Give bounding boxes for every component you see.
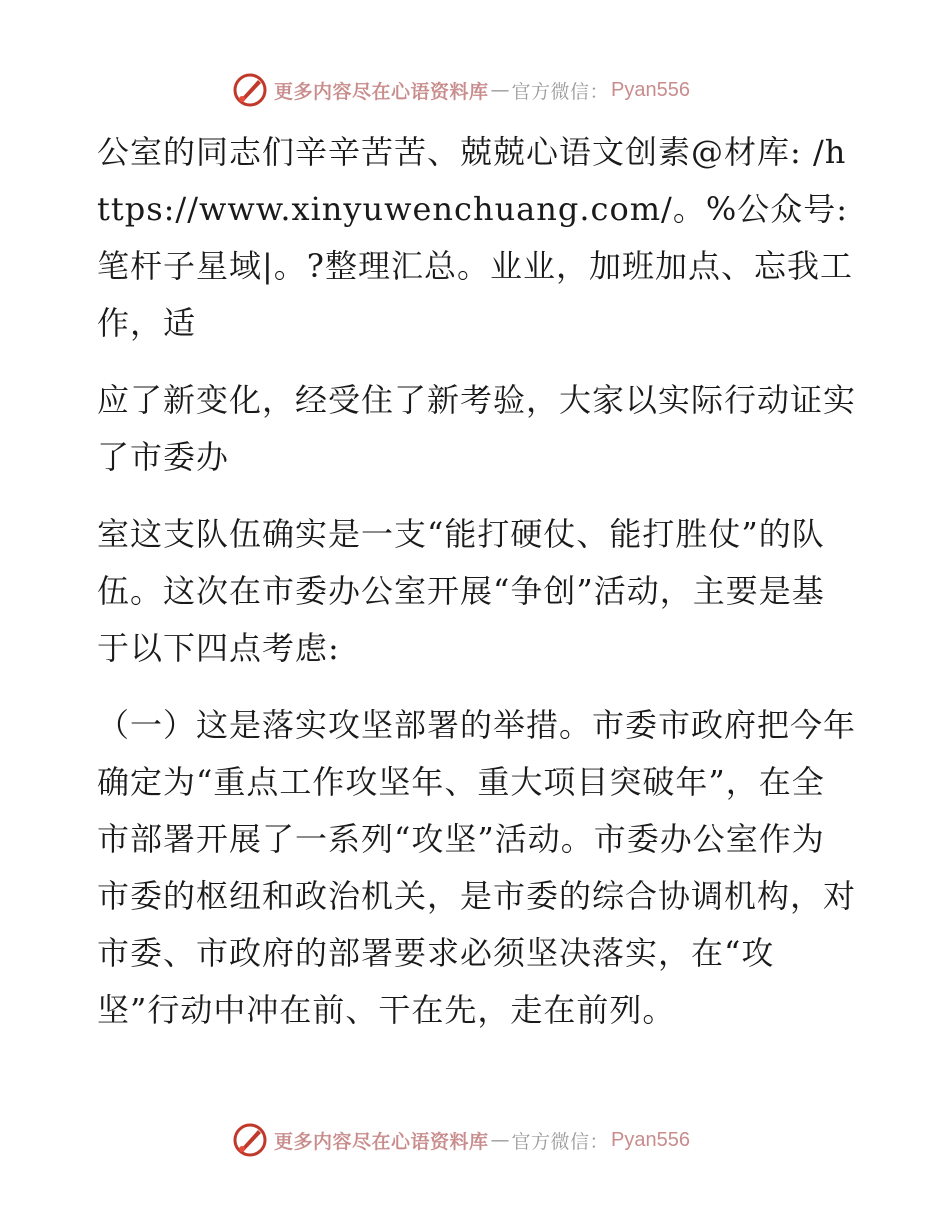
watermark-wechat-label: 官方微信： [511,80,610,103]
watermark-dash: — [490,79,510,101]
watermark-wechat-id: Pyan556 [611,78,690,101]
paragraph-2: 应了新变化，经受住了新考验，大家以实际行动证实了市委办 [97,381,857,476]
quill-pen-logo-icon [232,1122,268,1158]
header-watermark [232,70,690,110]
watermark-wechat-label: 官方微信： [511,1130,610,1153]
watermark-dash: — [490,1129,510,1151]
watermark-text: 更多内容尽在心语资料库 [274,80,489,103]
paragraph-4: （一）这是落实攻坚部署的举措。市委市政府把今年确定为“重点工作攻坚年、重大项目突破年”，在全市部署开展了一系列“攻坚”活动。市委办公室作为市委的枢纽和政治机关，是市委的综合协调机构，对市委、市政府的部署要求必须坚决落实，在“攻坚”行动中冲在前、干在先，走在前列。 [97,706,857,1029]
document-body [97,124,857,1059]
paragraph-1: 公室的同志们辛辛苦苦、兢兢心语文创素@材库: /https://www.xinyuwenchuang.com/。%公众号: 笔杆子星域|。?整理汇总。业业，加班加点、忘我工作，适 [97,133,853,342]
watermark-wechat-id: Pyan556 [611,1128,690,1151]
paragraph-3: 室这支队伍确实是一支“能打硬仗、能打胜仗”的队伍。这次在市委办公室开展“争创”活动，主要是基于以下四点考虑: [97,515,825,667]
quill-pen-logo-icon [232,72,268,108]
footer-watermark [232,1120,690,1160]
watermark-text: 更多内容尽在心语资料库 [274,1130,489,1153]
